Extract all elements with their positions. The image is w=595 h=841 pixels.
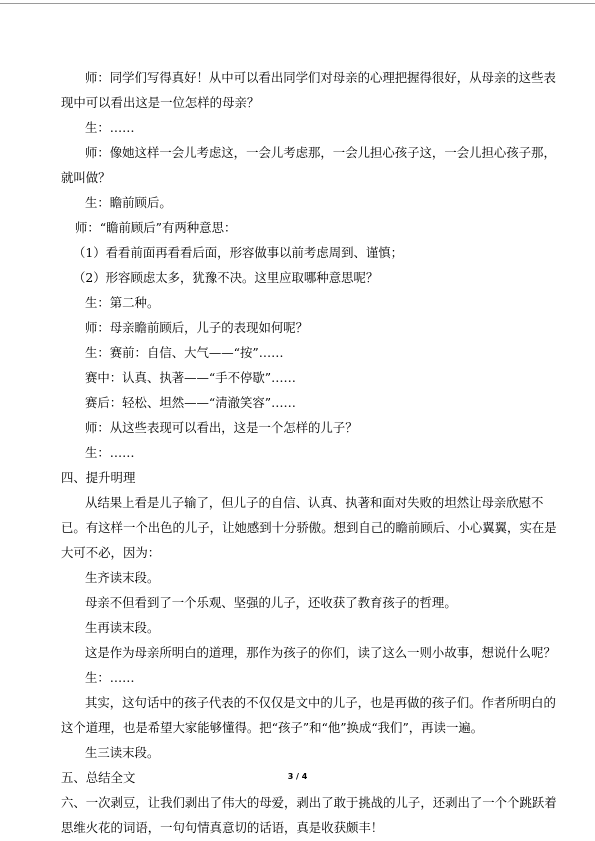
text-line: 师：从这些表现可以看出，这是一个怎样的儿子？ [85,420,358,435]
text-line: 师：同学们写得真好！从中可以看出同学们对母亲的心理把握得很好，从母亲的这些表 [85,70,556,85]
text-line: 从结果上看是儿子输了，但儿子的自信、认真、执著和面对失败的坦然让母亲欣慰不 [85,495,544,510]
text-line: 思维火花的词语，一句句情真意切的话语，真是收获颇丰！ [61,820,384,835]
text-line: 现中可以看出这是一位怎样的母亲？ [61,95,260,110]
text-line: 生：…… [85,120,135,135]
text-line: 已。有这样一个出色的儿子，让她感到十分骄傲。想到自己的瞻前顾后、小心翼翼，实在是 [61,520,557,535]
text-line: 赛中：认真、执著——“手不停歇”…… [85,370,296,385]
text-line: （1）看看前面再看看后面，形容做事以前考虑周到、谨慎； [73,245,404,260]
text-line: 师：“瞻前顾后”有两种意思： [75,220,237,235]
section-heading: 六、一次剥豆，让我们剥出了伟大的母爱，剥出了敢于挑战的儿子，还剥出了一个个跳跃着 [61,795,557,810]
text-line: 这是作为母亲所明白的道理，那作为孩子的你们，读了这么一则小故事，想说什么呢？ [85,645,556,660]
text-line: 生：瞻前顾后。 [85,195,172,210]
header-rule [0,3,595,4]
text-line: 生三读末段。 [85,745,160,760]
text-line: 师：母亲瞻前顾后，儿子的表现如何呢？ [85,320,309,335]
text-line: 这个道理，也是希望大家能够懂得。把“孩子”和“他”换成“我们”，再读一遍。 [61,720,484,735]
page-body [61,65,557,840]
section-heading: 五、总结全文 [61,770,136,785]
text-line: 生再读末段。 [85,620,160,635]
text-line: 生：…… [85,445,135,460]
text-line: 大可不必，因为： [61,545,161,560]
text-line: （2）形容顾虑太多，犹豫不决。这里应取哪种意思呢？ [73,270,379,285]
text-line: 就叫做？ [61,170,111,185]
text-line: 生：赛前：自信、大气——“按”…… [85,345,284,360]
text-line: 赛后：轻松、坦然——“清澈笑容”…… [85,395,296,410]
text-line: 生齐读末段。 [85,570,160,585]
text-line: 母亲不但看到了一个乐观、坚强的儿子，还收获了教育孩子的哲理。 [85,595,457,610]
text-line: 其实，这句话中的孩子代表的不仅仅是文中的儿子，也是再做的孩子们。作者所明白的 [85,695,556,710]
page-number: 3 / 4 [287,772,308,781]
text-line: 师：像她这样一会儿考虑这，一会儿考虑那，一会儿担心孩子这，一会儿担心孩子那， [85,145,556,160]
section-heading: 四、提升明理 [61,470,136,485]
text-line: 生：第二种。 [85,295,160,310]
text-line: 生：…… [85,670,135,685]
